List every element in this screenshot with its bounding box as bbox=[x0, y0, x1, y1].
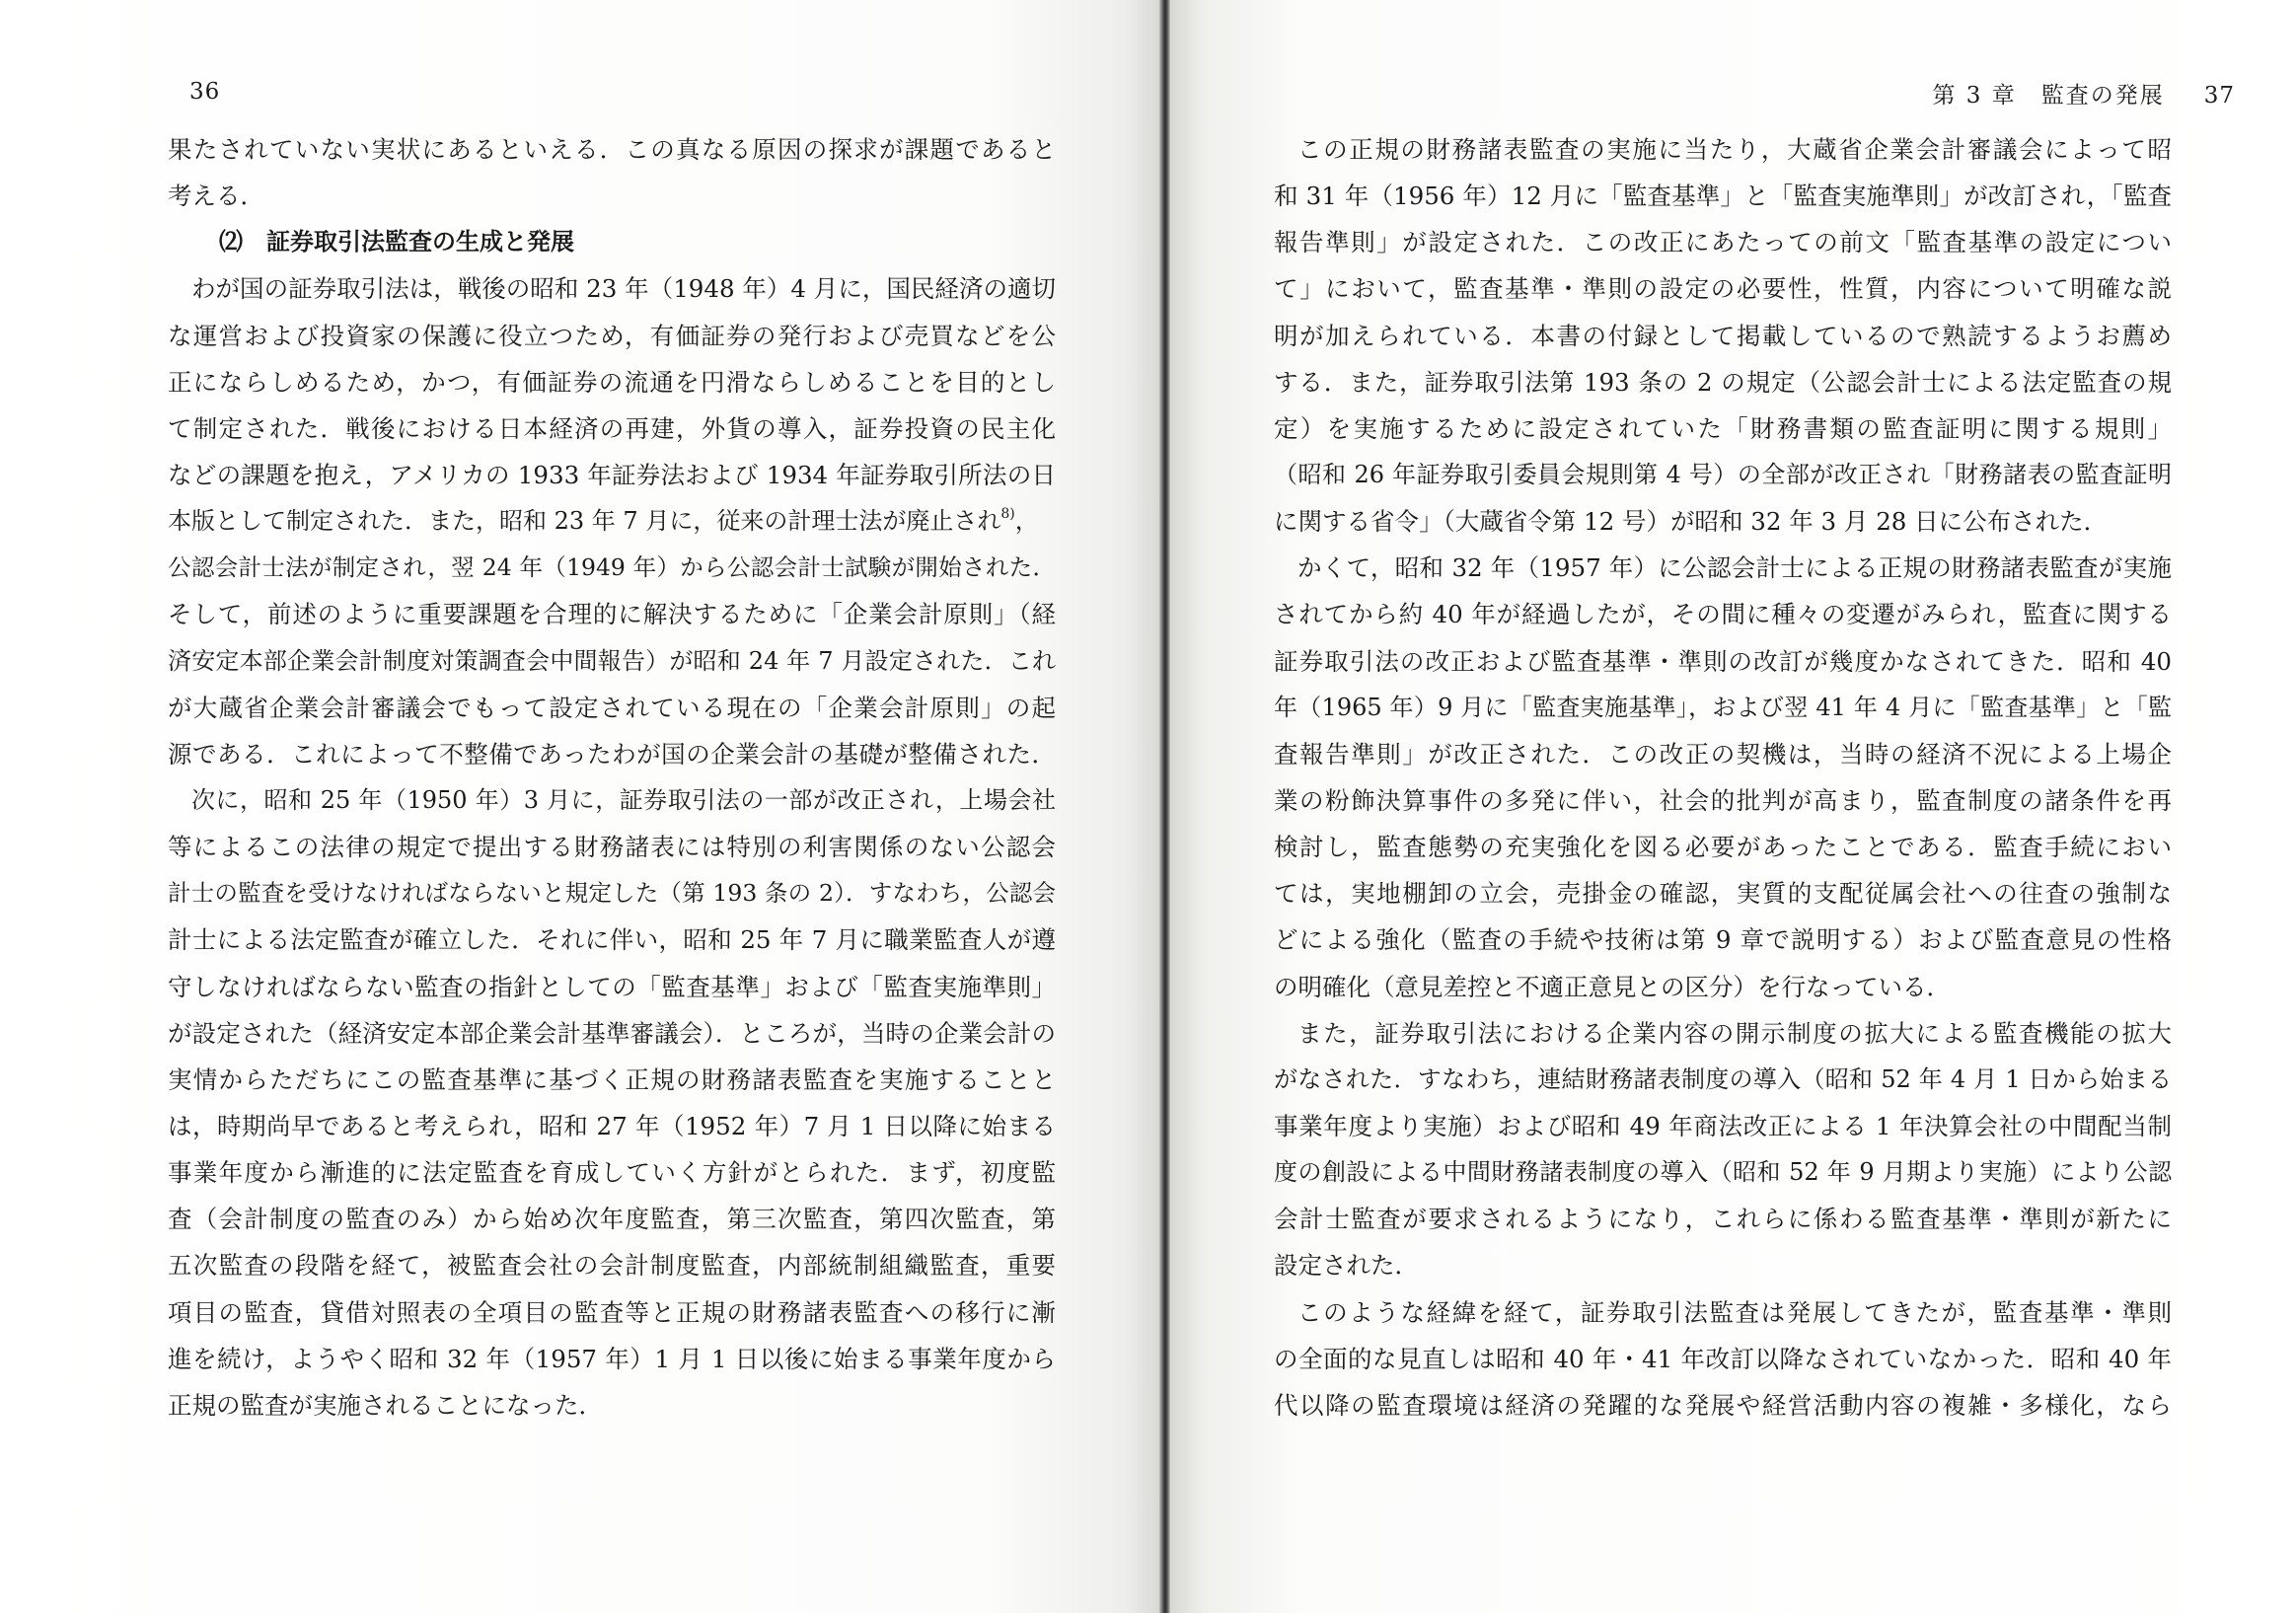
text-line: に関する省令」（大蔵省令第 12 号）が昭和 32 年 3 月 28 日に公布された． bbox=[1274, 507, 2109, 537]
text-line: 守しなければならない監査の指針としての「監査基準」および「監査実施準則」 bbox=[168, 972, 1056, 1001]
text-line: な運営および投資家の保護に役立つため，有価証券の発行および売買などを公 bbox=[168, 321, 1056, 350]
text-line: 五次監査の段階を経て，被監査会社の会計制度監査，内部統制組織監査，重要 bbox=[168, 1251, 1056, 1281]
text-line: 済安定本部企業会計制度対策調査会中間報告）が昭和 24 年 7 月設定された．これ bbox=[168, 646, 1056, 675]
text-line: は，時期尚早であると考えられ，昭和 27 年（1952 年）7 月 1 日以降に始まる bbox=[168, 1111, 1056, 1140]
text-line: 事業年度から漸進的に法定監査を育成していく方針がとられた．まず，初度監 bbox=[168, 1158, 1056, 1188]
running-header bbox=[1932, 77, 2235, 110]
text-line: 計士による法定監査が確立した．それに伴い，昭和 25 年 7 月に職業監査人が遵 bbox=[168, 925, 1056, 955]
text-line: 代以降の監査環境は経済の発躍的な発展や経営活動内容の複雑・多様化，なら bbox=[1274, 1390, 2172, 1420]
page-number-left: 36 bbox=[189, 79, 221, 105]
text-line: 明が加えられている．本書の付録として掲載しているので熟読するようお薦め bbox=[1274, 321, 2172, 350]
text-line: する．また，証券取引法第 193 条の 2 の規定（公認会計士による法定監査の規 bbox=[1274, 367, 2172, 397]
text-line: また，証券取引法における企業内容の開示制度の拡大による監査機能の拡大 bbox=[1297, 1018, 2172, 1048]
footnote-mark: 8) bbox=[1000, 506, 1015, 523]
text-line: 定）を実施するために設定されていた「財務書類の監査証明に関する規則」 bbox=[1274, 413, 2172, 443]
text-line: などの課題を抱え，アメリカの 1933 年証券法および 1934 年証券取引所法の日 bbox=[168, 460, 1056, 489]
text-line: この正規の財務諸表監査の実施に当たり，大蔵省企業会計審議会によって昭 bbox=[1297, 135, 2172, 164]
text-line: （昭和 26 年証券取引委員会規則第 4 号）の全部が改正され「財務諸表の監査証明 bbox=[1274, 460, 2172, 488]
text-line: 源である．これによって不整備であったわが国の企業会計の基礎が整備された． bbox=[168, 739, 1056, 769]
text-line: 和 31 年（1956 年）12 月に「監査基準」と「監査実施準則」が改訂され，「監査 bbox=[1274, 182, 2172, 211]
text-line: 会計士監査が要求されるようになり，これらに係わる監査基準・準則が新たに bbox=[1274, 1205, 2172, 1234]
text-line: 正にならしめるため，かつ，有価証券の流通を円滑ならしめることを目的とし bbox=[168, 367, 1056, 397]
text-line: 計士の監査を受けなければならないと規定した（第 193 条の 2）．すなわち，公認会 bbox=[168, 879, 1056, 908]
text-line: 検討し，監査態勢の充実強化を図る必要があったことである．監査手続におい bbox=[1274, 833, 2172, 862]
text-line: 考える． bbox=[168, 182, 264, 211]
right-page-body bbox=[1274, 126, 2172, 1429]
text-line: がなされた．すなわち，連結財務諸表制度の導入（昭和 52 年 4 月 1 日から始まる bbox=[1274, 1064, 2172, 1093]
left-page-body bbox=[168, 126, 1056, 1429]
text-line: どによる強化（監査の手続や技術は第 9 章で説明する）および監査意見の性格 bbox=[1274, 925, 2172, 955]
text-line: 進を続け，ようやく昭和 32 年（1957 年）1 月 1 日以後に始まる事業年度から bbox=[168, 1344, 1056, 1373]
section-heading: ⑵ 証券取引法監査の生成と発展 bbox=[219, 228, 574, 257]
text-line: が大蔵省企業会計審議会でもって設定されている現在の「企業会計原則」の起 bbox=[168, 693, 1056, 722]
text-line: 等によるこの法律の規定で提出する財務諸表には特別の利害関係のない公認会 bbox=[168, 833, 1056, 862]
text-line-with-footnote: 本版として制定された．また，昭和 23 年 7 月に，従来の計理士法が廃止され$^{8)}$， bbox=[168, 506, 1039, 536]
text-line: 度の創設による中間財務諸表制度の導入（昭和 52 年 9 月期より実施）により公認 bbox=[1274, 1158, 2172, 1187]
text-line: の明確化（意見差控と不適正意見との区分）を行なっている． bbox=[1274, 972, 1951, 1001]
text-line: 公認会計士法が制定され，翌 24 年（1949 年）から公認会計士試験が開始された． bbox=[168, 553, 1056, 582]
chapter-heading: 第 3 章 監査の発展 bbox=[1932, 83, 2165, 109]
text-line: の全面的な見直しは昭和 40 年・41 年改訂以降なされていなかった．昭和 40 年 bbox=[1274, 1344, 2172, 1373]
text-line: このような経緯を経て，証券取引法監査は発展してきたが，監査基準・準則 bbox=[1297, 1297, 2172, 1327]
text-line: が設定された（経済安定本部企業会計基準審議会）．ところが，当時の企業会計の bbox=[168, 1018, 1056, 1048]
text-line: 項目の監査，貸借対照表の全項目の監査等と正規の財務諸表監査への移行に漸 bbox=[168, 1297, 1056, 1327]
text-line: 実情からただちにこの監査基準に基づく正規の財務諸表監査を実施することと bbox=[168, 1064, 1056, 1094]
text-line: 査報告準則」が改正された．この改正の契機は，当時の経済不況による上場企 bbox=[1274, 739, 2172, 769]
text-line: 年（1965 年）9 月に「監査実施基準」，および翌 41 年 4 月に「監査基準」と「監 bbox=[1274, 693, 2172, 721]
text-line: ては，実地棚卸の立会，売掛金の確認，実質的支配従属会社への往査の強制な bbox=[1274, 879, 2172, 909]
text-line: 正規の監査が実施されることになった． bbox=[168, 1390, 603, 1420]
text-line: て制定された．戦後における日本経済の再建，外貨の導入，証券投資の民主化 bbox=[168, 413, 1056, 443]
text-line: かくて，昭和 32 年（1957 年）に公認会計士による正規の財務諸表監査が実施 bbox=[1297, 553, 2172, 583]
text-line: わが国の証券取引法は，戦後の昭和 23 年（1948 年）4 月に，国民経済の適切 bbox=[191, 274, 1056, 304]
text-line: 本版として制定された．また，昭和 23 年 7 月に，従来の計理士法が廃止され bbox=[168, 507, 1001, 536]
text-line: 業の粉飾決算事件の多発に伴い，社会的批判が高まり，監査制度の諸条件を再 bbox=[1274, 785, 2172, 815]
page-number-right: 37 bbox=[2203, 83, 2235, 109]
text-line: 査（会計制度の監査のみ）から始め次年度監査，第三次監査，第四次監査，第 bbox=[168, 1205, 1056, 1234]
text-line: て」において，監査基準・準則の設定の必要性，性質，内容について明確な説 bbox=[1274, 274, 2172, 304]
text-line: 証券取引法の改正および監査基準・準則の改訂が幾度かなされてきた．昭和 40 bbox=[1274, 646, 2172, 676]
text-line: 設定された． bbox=[1274, 1251, 1419, 1281]
text-line: 報告準則」が設定された．この改正にあたっての前文「監査基準の設定につい bbox=[1274, 228, 2172, 257]
book-gutter bbox=[1159, 0, 1170, 1613]
text-line: 果たされていない実状にあるといえる．この真なる原因の探求が課題であると bbox=[168, 135, 1056, 164]
text-line: されてから約 40 年が経過したが，その間に種々の変遷がみられ，監査に関する bbox=[1274, 600, 2172, 629]
right-page bbox=[1170, 0, 2296, 1613]
text-line: 次に，昭和 25 年（1950 年）3 月に，証券取引法の一部が改正され，上場会社 bbox=[191, 785, 1056, 814]
text-line: そして，前述のように重要課題を合理的に解決するために「企業会計原則」（経 bbox=[168, 600, 1056, 629]
text-line: 事業年度より実施）および昭和 49 年商法改正による 1 年決算会社の中間配当制 bbox=[1274, 1111, 2172, 1140]
